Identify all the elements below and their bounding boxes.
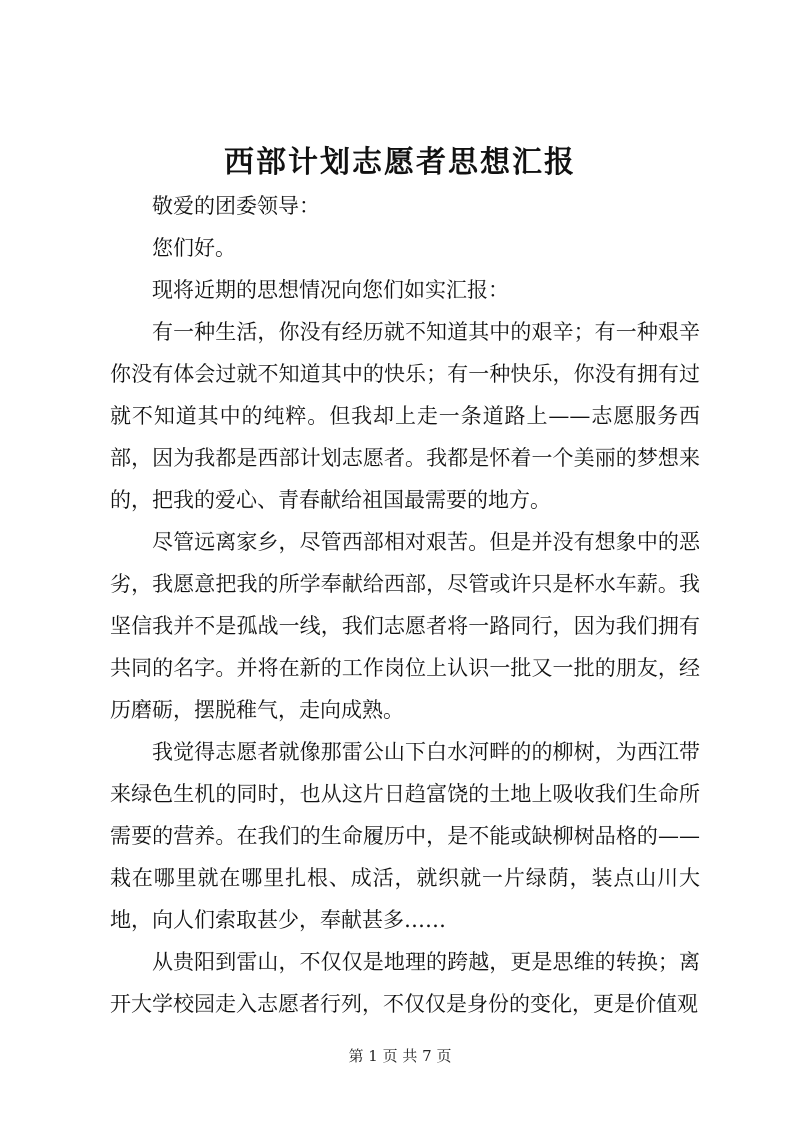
- document-title: 西部计划志愿者思想汇报: [224, 145, 576, 180]
- page-number-footer: 第 1 页 共 7 页: [348, 1047, 452, 1065]
- body-paragraph: 有一种生活，你没有经历就不知道其中的艰辛；有一种艰辛你没有体会过就不知道其中的快乐；有一种快乐，你没有拥有过就不知道其中的纯粹。但我却上走一条道路上——志愿服务西部，因为我都是西部计划志愿者。我都是怀着一个美丽的梦想来的，把我的爱心、青春献给祖国最需要的地方。: [110, 320, 700, 512]
- salutation: 敬爱的团委领导：: [152, 194, 320, 218]
- body-paragraph: 尽管远离家乡，尽管西部相对艰苦。但是并没有想象中的恶劣，我愿意把我的所学奉献给西部，尽管或许只是杯水车薪。我坚信我并不是孤战一线，我们志愿者将一路同行，因为我们拥有共同的名字。并将在新的工作岗位上认识一批又一批的朋友，经历磨砺，摆脱稚气，走向成熟。: [110, 530, 700, 722]
- greeting: 您们好。: [152, 236, 236, 260]
- body-paragraph: 从贵阳到雷山，不仅仅是地理的跨越，更是思维的转换；离开大学校园走入志愿者行列，不仅仅是身份的变化，更是价值观: [110, 950, 700, 1016]
- intro-paragraph: 现将近期的思想情况向您们如实汇报：: [152, 278, 509, 302]
- document-body: [110, 185, 700, 1025]
- body-paragraph: 我觉得志愿者就像那雷公山下白水河畔的的柳树，为西江带来绿色生机的同时，也从这片日趋富饶的土地上吸收我们生命所需要的营养。在我们的生命履历中，是不能或缺柳树品格的——栽在哪里就在哪里扎根、成活，就织就一片绿荫，装点山川大地，向人们索取甚少，奉献甚多……: [110, 740, 700, 932]
